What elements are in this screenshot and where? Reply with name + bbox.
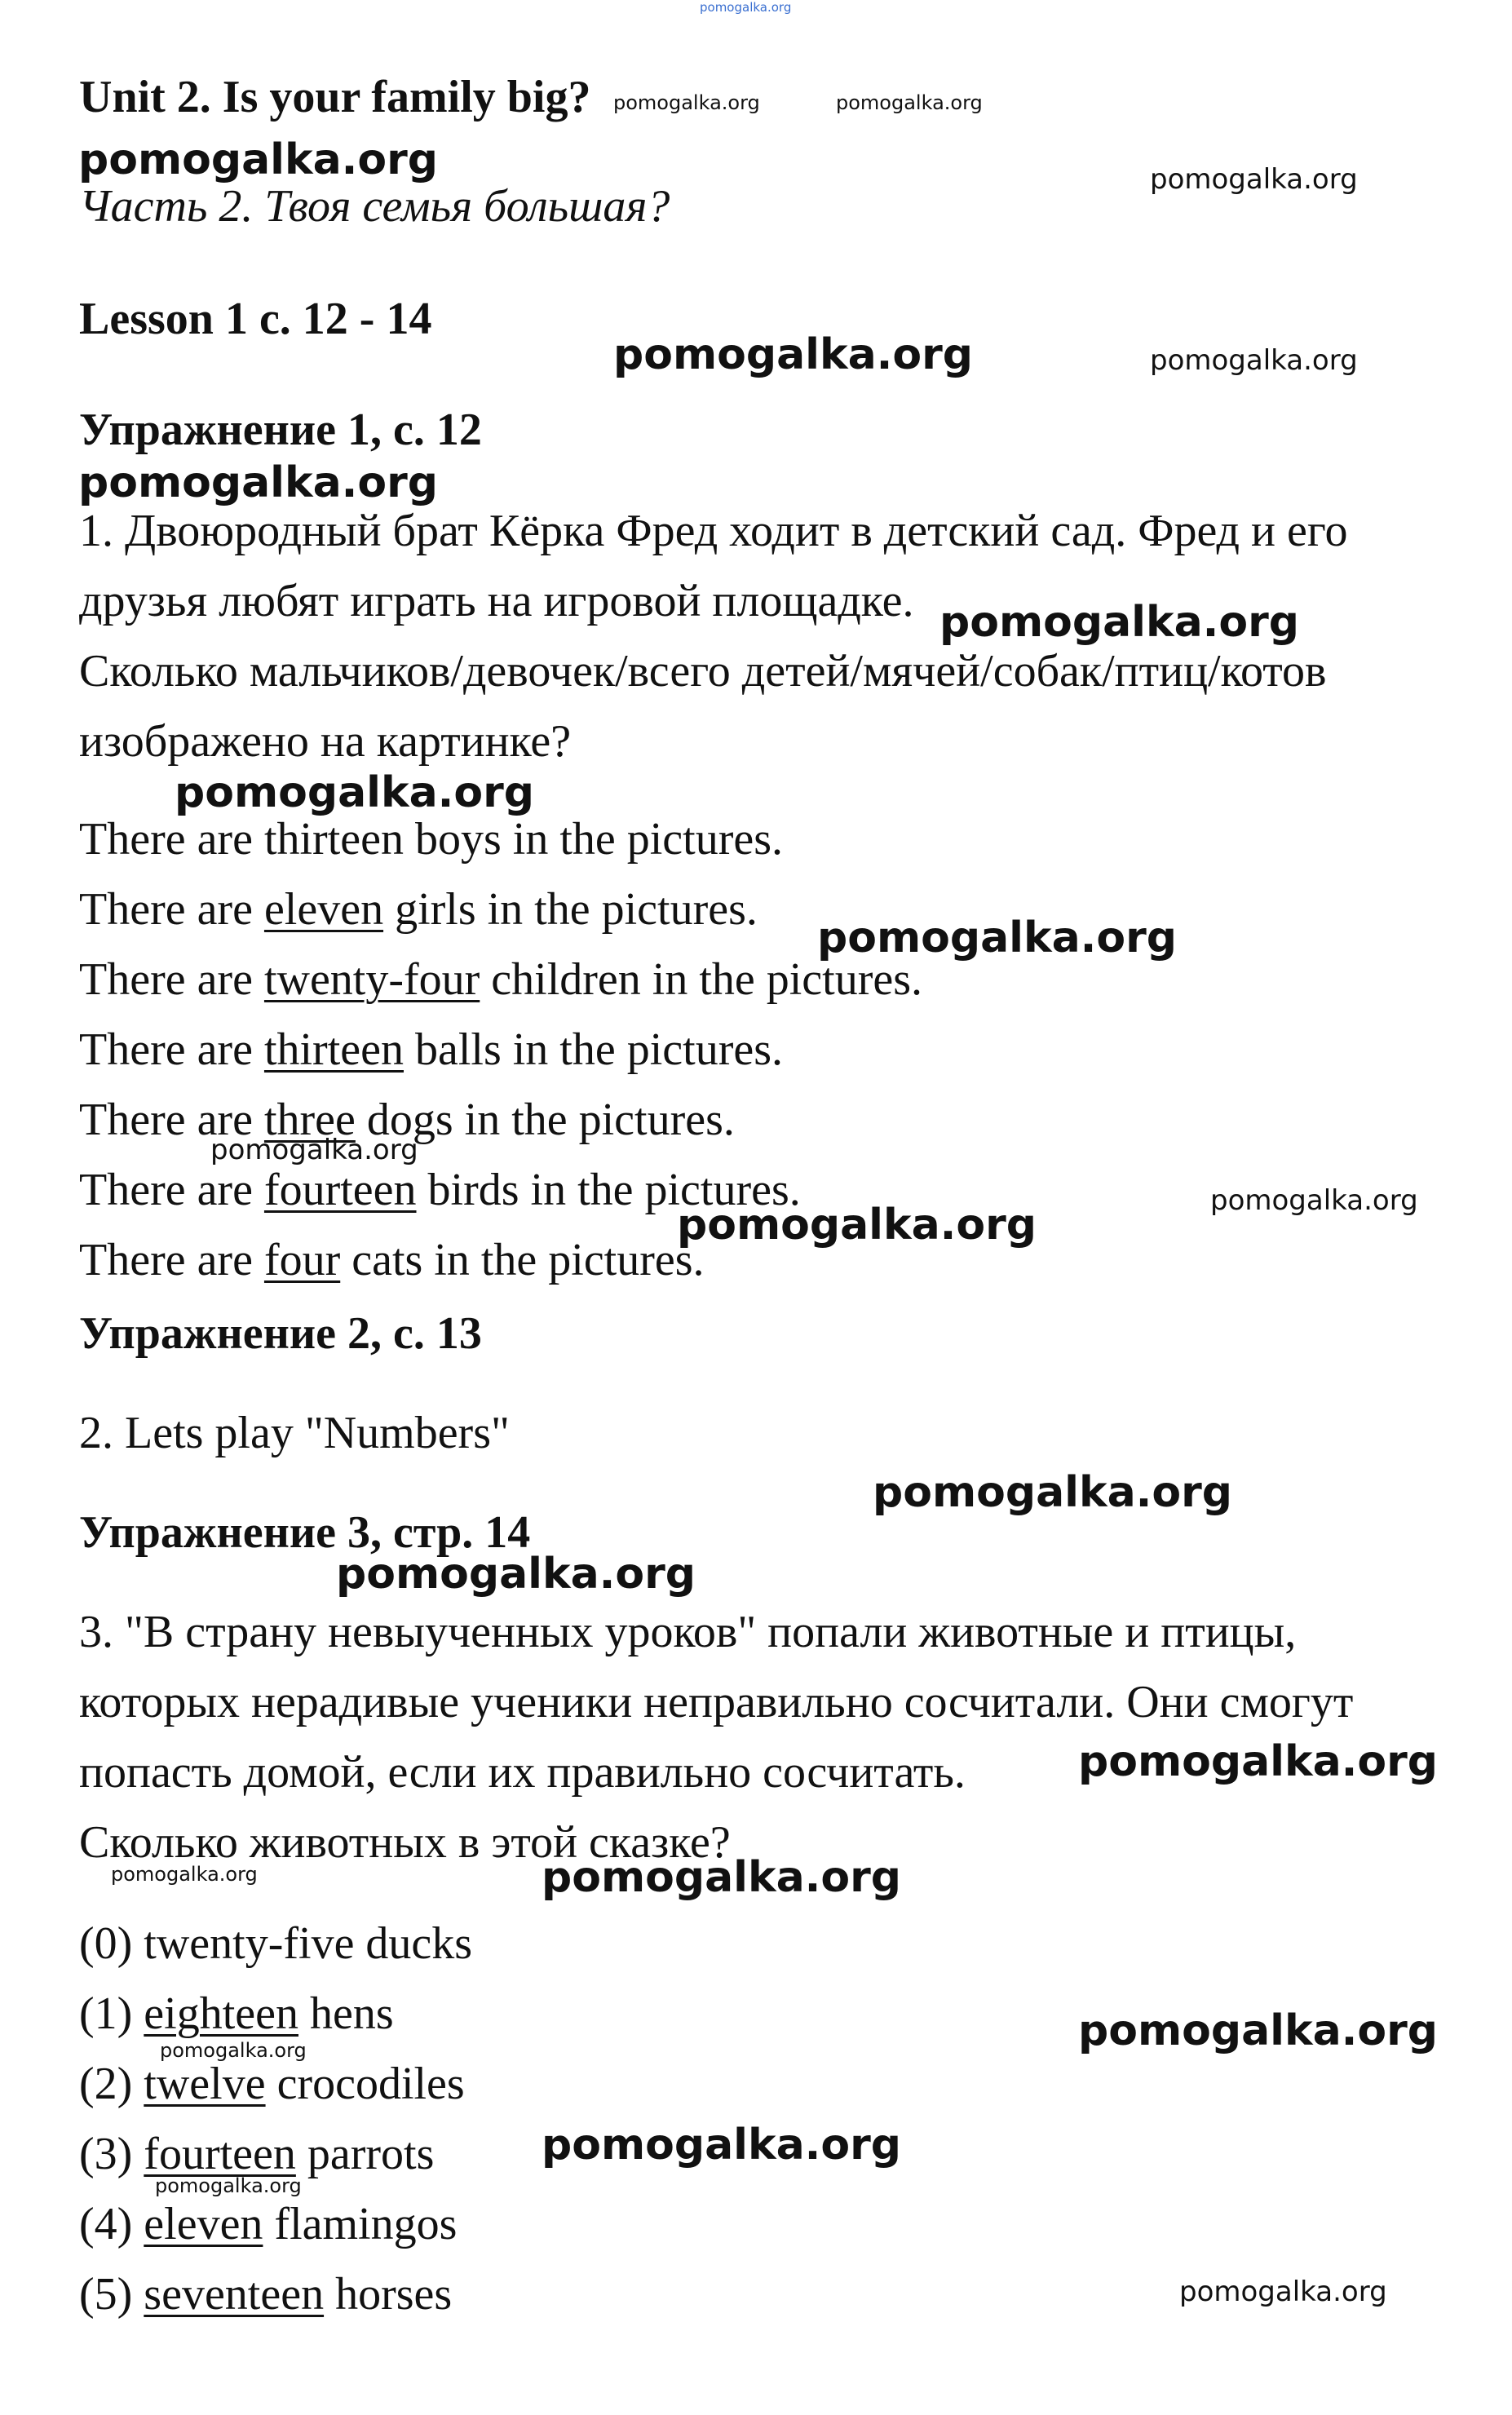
answer-rest: ducks	[354, 1918, 473, 1969]
watermark: pomogalka.org	[613, 330, 974, 379]
answer-index: (4)	[79, 2199, 144, 2249]
exercise-3-task-line: 3. "В страну невыученных уроков" попали животные и птицы,	[79, 1607, 1297, 1657]
answer-rest: balls in the pictures.	[403, 1024, 783, 1075]
answer-number: eleven	[263, 884, 384, 935]
watermark: pomogalka.org	[155, 2174, 302, 2197]
watermark: pomogalka.org	[1078, 1737, 1439, 1786]
answer-line	[79, 1233, 705, 1287]
exercise-2-task: 2. Lets play "Numbers"	[79, 1408, 510, 1458]
exercise-1-task-line: друзья любят играть на игровой площадке.	[79, 576, 914, 626]
watermark: pomogalka.org	[873, 1468, 1233, 1517]
answer-number: thirteen	[263, 1024, 404, 1075]
answer-number: fourteen	[263, 1165, 417, 1215]
answer-line	[79, 1023, 783, 1077]
exercise-3-title: Упражнение 3, стр. 14	[79, 1507, 531, 1558]
exercise-1-task-line: Сколько мальчиков/девочек/всего детей/мячей/собак/птиц/котов	[79, 646, 1327, 697]
answer-line	[79, 1987, 394, 2041]
answer-index: (3)	[79, 2129, 144, 2179]
answer-line	[79, 812, 783, 866]
answer-line	[79, 2197, 457, 2251]
watermark: pomogalka.org	[1210, 1184, 1418, 1217]
exercise-3-task-line: попасть домой, если их правильно сосчитать.	[79, 1747, 966, 1798]
exercise-3-task-line: которых нерадивые ученики неправильно сосчитали. Они смогут	[79, 1677, 1354, 1727]
watermark: pomogalka.org	[1150, 163, 1358, 196]
watermark: pomogalka.org	[1179, 2276, 1387, 2308]
answer-index: (5)	[79, 2269, 144, 2320]
watermark: pomogalka.org	[160, 2039, 307, 2062]
answer-index: (1)	[79, 1988, 144, 2039]
watermark: pomogalka.org	[542, 2121, 902, 2170]
answer-prefix: There are	[79, 1165, 264, 1215]
answer-prefix: There are	[79, 1095, 264, 1145]
answer-prefix: There are	[79, 954, 264, 1005]
lesson-title: Lesson 1 с. 12 - 14	[79, 294, 432, 344]
exercise-1-title: Упражнение 1, с. 12	[79, 405, 482, 455]
watermark: pomogalka.org	[78, 135, 439, 184]
answer-number: twenty-four	[263, 954, 480, 1005]
answer-line	[79, 2267, 452, 2321]
answer-rest: parrots	[295, 2129, 435, 2179]
answer-number: twelve	[144, 2059, 266, 2109]
answer-number: eleven	[144, 2199, 263, 2249]
answer-rest: cats in the pictures.	[340, 1235, 705, 1285]
answer-number: fourteen	[144, 2129, 296, 2179]
watermark: pomogalka.org	[210, 1134, 418, 1166]
answer-rest: dogs in the pictures.	[355, 1095, 735, 1145]
unit-subtitle: Часть 2. Твоя семья большая?	[79, 181, 670, 232]
watermark: pomogalka.org	[677, 1201, 1037, 1250]
answer-rest: children in the pictures.	[480, 954, 923, 1005]
watermark: pomogalka.org	[613, 91, 760, 114]
exercise-1-task-line: 1. Двоюродный брат Кёрка Фред ходит в детский сад. Фред и его	[79, 506, 1348, 556]
answer-line	[79, 882, 758, 936]
exercise-2-title: Упражнение 2, с. 13	[79, 1308, 482, 1359]
answer-line	[79, 1917, 472, 1970]
watermark: pomogalka.org	[336, 1550, 696, 1599]
unit-title: Unit 2. Is your family big?	[79, 72, 591, 122]
answer-rest: horses	[324, 2269, 453, 2320]
answer-rest: girls in the pictures.	[383, 884, 758, 935]
answer-line	[79, 2057, 465, 2111]
answer-number: seventeen	[144, 2269, 325, 2320]
watermark: pomogalka.org	[175, 768, 535, 817]
answer-rest: boys in the pictures.	[403, 814, 784, 865]
answer-index: (2)	[79, 2059, 144, 2109]
watermark: pomogalka.org	[1150, 344, 1358, 377]
watermark: pomogalka.org	[836, 91, 983, 114]
exercise-1-task-line: изображено на картинке?	[79, 716, 572, 767]
answer-number: four	[263, 1235, 341, 1285]
answer-rest: flamingos	[263, 2199, 458, 2249]
watermark: pomogalka.org	[700, 0, 792, 15]
answer-prefix: There are	[79, 1024, 264, 1075]
answer-number: three	[263, 1095, 356, 1145]
answer-prefix: There are	[79, 884, 264, 935]
watermark: pomogalka.org	[817, 913, 1178, 962]
watermark: pomogalka.org	[111, 1863, 258, 1886]
answer-prefix: There are	[79, 814, 264, 865]
watermark: pomogalka.org	[78, 458, 439, 507]
exercise-3-task-line: Сколько животных в этой сказке?	[79, 1817, 731, 1868]
answer-number: thirteen	[263, 814, 404, 865]
watermark: pomogalka.org	[939, 598, 1300, 647]
answer-index: (0)	[79, 1918, 144, 1969]
answer-number: twenty-five	[144, 1918, 355, 1969]
answer-number: eighteen	[144, 1988, 298, 2039]
answer-prefix: There are	[79, 1235, 264, 1285]
answer-rest: birds in the pictures.	[416, 1165, 801, 1215]
watermark: pomogalka.org	[1078, 2006, 1439, 2055]
watermark: pomogalka.org	[542, 1853, 902, 1902]
answer-line	[79, 953, 922, 1006]
answer-rest: hens	[298, 1988, 394, 2039]
answer-rest: crocodiles	[265, 2059, 465, 2109]
answer-line	[79, 2127, 434, 2181]
